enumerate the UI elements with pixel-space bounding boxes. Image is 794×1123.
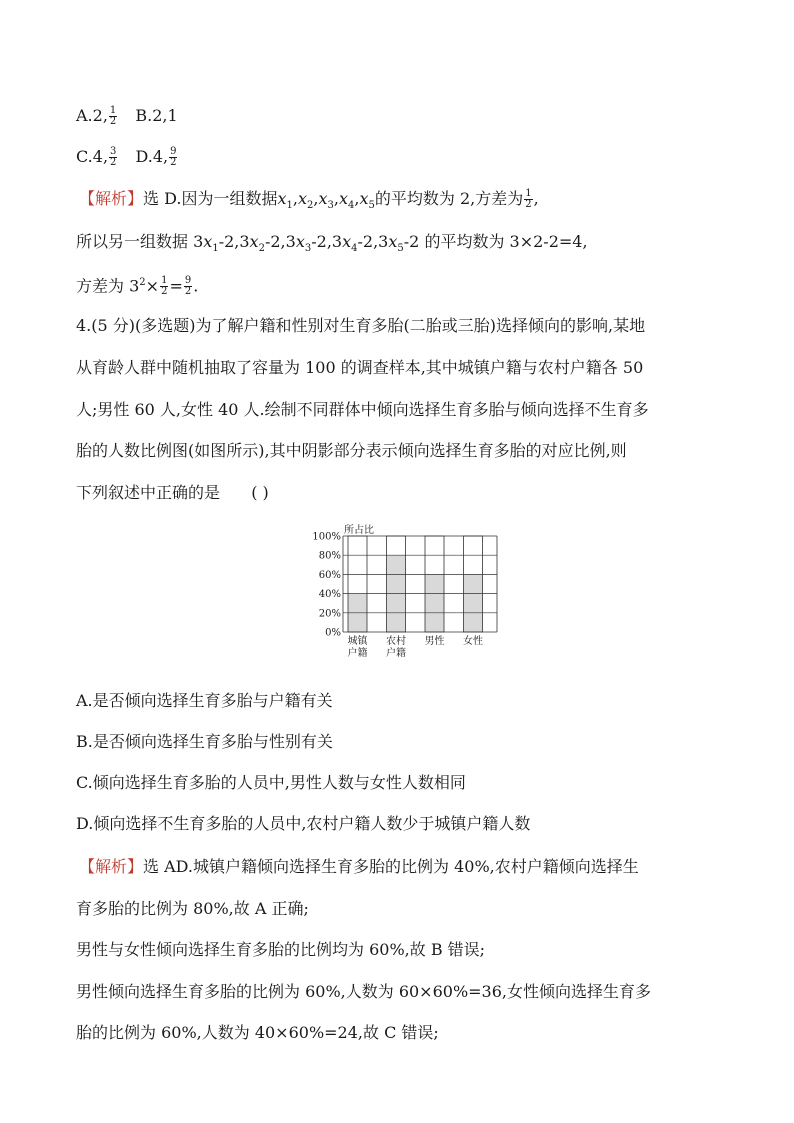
option-c: C.倾向选择生育多胎的人员中,男性人数与女性人数相同 — [76, 773, 466, 792]
x-tick-label: 户籍 — [386, 648, 406, 659]
question4-line: 胎的人数比例图(如图所示),其中阴影部分表示倾向选择生育多胎的对应比例,则 — [76, 441, 627, 460]
option-d: D.4, $\frac{9}{2}$ — [135, 146, 177, 168]
bar-shaded — [425, 574, 444, 632]
chart-title: 所占比 — [344, 525, 374, 536]
y-axis-ticks — [312, 532, 341, 639]
fraction: $\frac{1}{2}$ — [525, 188, 532, 210]
y-tick-label: 20% — [318, 608, 341, 620]
question4-line: 下列叙述中正确的是 ( ) — [76, 481, 286, 505]
variable-list: $x_1,x_2,x_3,x_4,x_5$ — [277, 189, 375, 212]
option-c-d-line — [76, 145, 178, 169]
y-tick-label: 40% — [318, 589, 341, 601]
option-b: B.是否倾向选择生育多胎与性别有关 — [76, 732, 333, 751]
x-tick-label: 女性 — [463, 636, 483, 647]
fraction: $\frac{1}{2}$ — [109, 105, 117, 127]
solution-tag: 【解析】 — [79, 189, 144, 208]
y-tick-label: 80% — [318, 550, 341, 562]
solution-tag: 【解析】 — [79, 857, 144, 876]
fraction: $\frac{9}{2}$ — [170, 146, 177, 168]
solution-q4-line: 男性与女性倾向选择生育多胎的比例均为 60%,故 B 错误; — [76, 940, 486, 959]
fraction: $\frac{3}{2}$ — [110, 146, 117, 168]
x-tick-label: 男性 — [424, 636, 445, 647]
solution-q3-line1: 【解析】选 D.因为一组数据$x_1,x_2,x_3,x_4,x_5$的平均数为 2,方差为 $\frac{1}{2}$ , — [79, 188, 539, 212]
solution-q4-line: 男性倾向选择生育多胎的比例为 60%,人数为 60×60%=36,女性倾向选择生育多 — [76, 982, 652, 1001]
solution-q4-line1: 【解析】选 AD.城镇户籍倾向选择生育多胎的比例为 40%,农村户籍倾向选择生 — [79, 857, 639, 876]
solution-q3-line2: 所以另一组数据 $3x_1-2,3x_2-2,3x_3-2,3x_4-2,3x_5-2$ 的平均数为 3×2-2=4, — [76, 232, 588, 255]
x-axis-labels — [348, 634, 484, 659]
fraction: $\frac{1}{2}$ — [161, 275, 168, 298]
option-d: D.倾向选择不生育多胎的人员中,农村户籍人数少于城镇户籍人数 — [76, 814, 531, 833]
proportion-bar-chart — [300, 522, 510, 664]
option-a: A.2, $\frac{1}{2}$ — [76, 105, 117, 127]
bar-shaded — [464, 574, 483, 632]
option-a: A.是否倾向选择生育多胎与户籍有关 — [76, 691, 333, 710]
y-tick-label: 100% — [312, 531, 341, 543]
solution-q3-line3: 方差为 $3^2\times$ $\frac{1}{2}$ = $\frac{9}{2}$ . — [76, 275, 199, 298]
question4-line: 人;男性 60 人,女性 40 人.绘制不同群体中倾向选择生育多胎与倾向选择不生育多 — [76, 400, 649, 419]
option-c: C.4, $\frac{3}{2}$ — [76, 146, 117, 168]
x-tick-label: 农村 — [386, 636, 406, 647]
solution-q4-line: 育多胎的比例为 80%,故 A 正确; — [76, 899, 309, 918]
answer-parentheses: ( ) — [251, 483, 269, 502]
y-tick-label: 60% — [318, 569, 341, 581]
x-tick-label: 城镇 — [347, 636, 368, 647]
solution-q4-line: 胎的比例为 60%,人数为 40×60%=24,故 C 错误; — [76, 1023, 439, 1042]
option-b: B.2,1 — [135, 106, 178, 125]
option-a-b-line — [76, 104, 178, 128]
question4-line: 从育龄人群中随机抽取了容量为 100 的调查样本,其中城镇户籍与农村户籍各 50 — [76, 358, 644, 377]
question4-line: 4.(5 分)(多选题)为了解户籍和性别对生育多胎(二胎或三胎)选择倾向的影响,某地 — [76, 316, 646, 335]
bars — [343, 536, 497, 632]
fraction: $\frac{9}{2}$ — [184, 275, 192, 298]
y-tick-label: 0% — [325, 627, 341, 639]
x-tick-label: 户籍 — [347, 648, 368, 659]
